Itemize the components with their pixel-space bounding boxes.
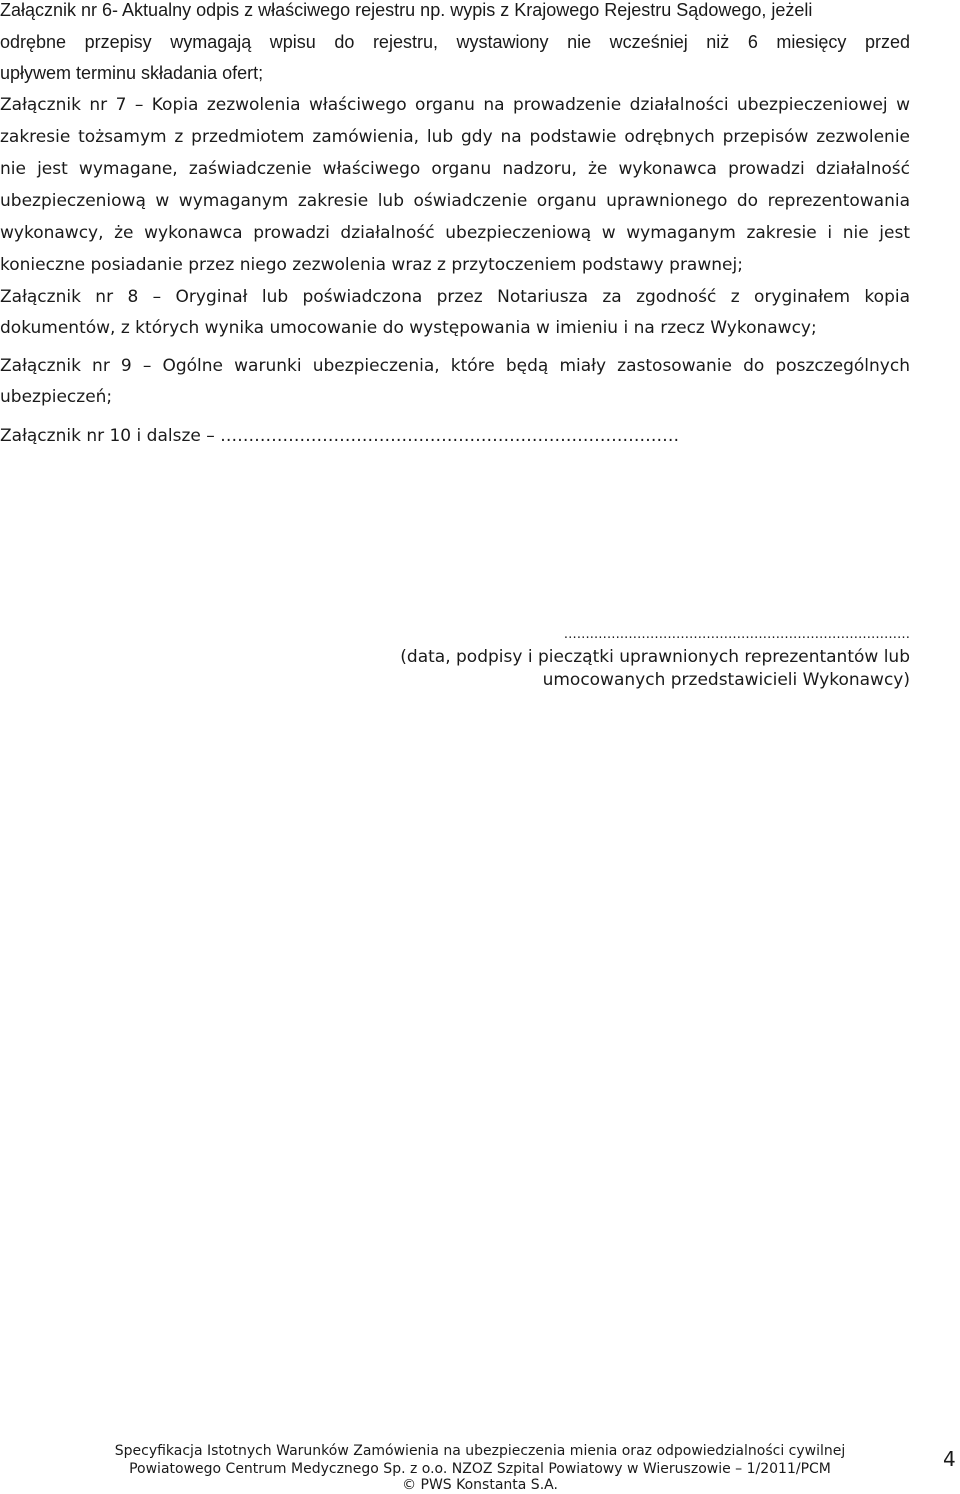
annex-7-line-6: konieczne posiadanie przez niego zezwolenia wraz z przytoczeniem podstawy prawnej;: [0, 255, 743, 275]
annex-7-line-4: ubezpieczeniową w wymaganym zakresie lub oświadczenie organu uprawnionego do reprezentowania: [0, 191, 910, 211]
signature-dotted-line: …….…….…………………………………………………………: [563, 627, 910, 642]
annex-8-line-1: Załącznik nr 8 – Oryginał lub poświadczona przez Notariusza za zgodność z oryginałem kopia: [0, 287, 910, 307]
signature-caption-line-1: (data, podpisy i pieczątki uprawnionych reprezentantów lub: [400, 647, 910, 667]
annex-7-line-5: wykonawcy, że wykonawca prowadzi działalność ubezpieczeniową w wymaganym zakresie i nie jest: [0, 223, 910, 243]
annex-10-line: Załącznik nr 10 i dalsze – ………………………………………………………………………: [0, 426, 680, 446]
page-number: 4: [943, 1447, 956, 1471]
annex-9-line-2: ubezpieczeń;: [0, 387, 113, 407]
footer-line-1: Specyfikacja Istotnych Warunków Zamówienia na ubezpieczenia mienia oraz odpowiedzialności cywilnej: [114, 1443, 846, 1459]
signature-caption-line-2: umocowanych przedstawicieli Wykonawcy): [542, 670, 910, 690]
annex-7-line-1: Załącznik nr 7 – Kopia zezwolenia właściwego organu na prowadzenie działalności ubezpieczeniowej w: [0, 95, 910, 115]
footer-line-2: Powiatowego Centrum Medycznego Sp. z o.o. NZOZ Szpital Powiatowy w Wieruszowie – 1/2011/PCM: [129, 1461, 831, 1477]
annex-6-line-1: Załącznik nr 6- Aktualny odpis z właściwego rejestru np. wypis z Krajowego Rejestru Sądowego, jeżeli: [0, 0, 813, 20]
annex-9-line-1: Załącznik nr 9 – Ogólne warunki ubezpieczenia, które będą miały zastosowanie do poszczególnych: [0, 356, 910, 376]
annex-6-line-2: odrębne przepisy wymagają wpisu do rejestru, wystawiony nie wcześniej niż 6 miesięcy przed: [0, 32, 910, 52]
annex-7-line-3: nie jest wymagane, zaświadczenie właściwego organu nadzoru, że wykonawca prowadzi działalność: [0, 159, 910, 179]
annex-6-line-3: upływem terminu składania ofert;: [0, 63, 264, 83]
footer-copyright: © PWS Konstanta S.A.: [402, 1477, 558, 1493]
annex-7-line-2: zakresie tożsamym z przedmiotem zamówienia, lub gdy na podstawie odrębnych przepisów zezwolenie: [0, 127, 910, 147]
annex-8-line-2: dokumentów, z których wynika umocowanie do występowania w imieniu i na rzecz Wykonawcy;: [0, 318, 817, 338]
